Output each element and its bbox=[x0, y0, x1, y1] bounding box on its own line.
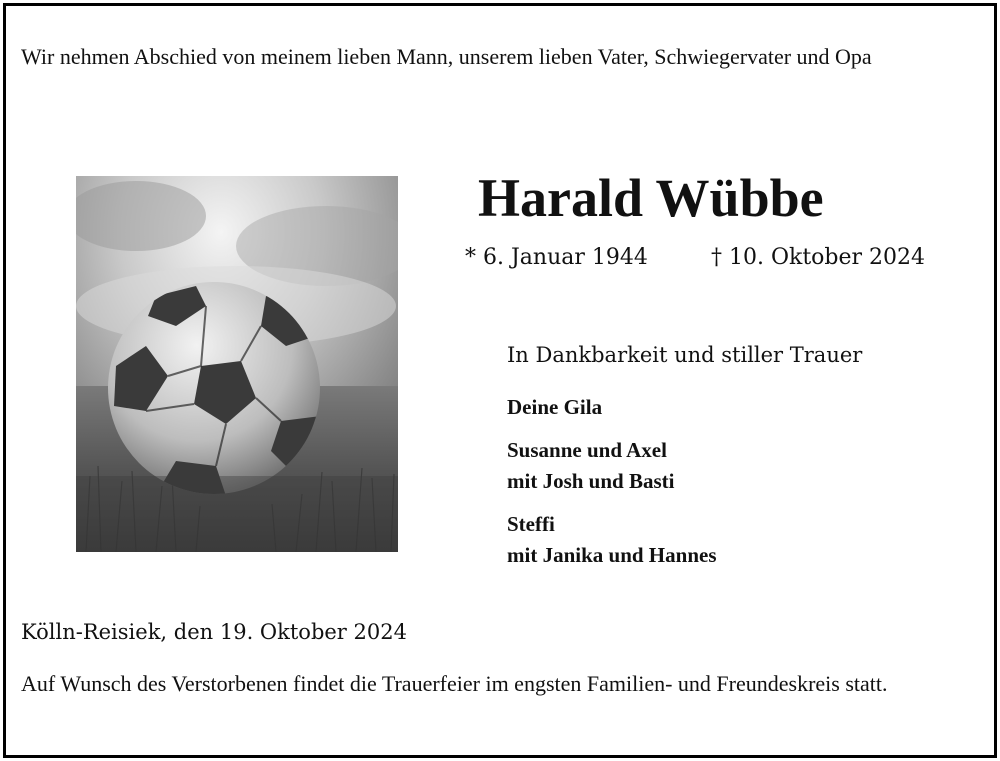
family-line: mit Josh und Basti bbox=[507, 469, 675, 493]
place-date: Kölln-Reisiek, den 19. Oktober 2024 bbox=[21, 620, 407, 644]
deceased-name: Harald Wübbe bbox=[478, 168, 824, 228]
death-date: † 10. Oktober 2024 bbox=[711, 245, 926, 270]
family-group bbox=[507, 509, 717, 571]
family-line: Susanne und Axel bbox=[507, 438, 667, 462]
funeral-notice: Auf Wunsch des Verstorbenen findet die Trauerfeier im engsten Familien- und Freundeskreis statt. bbox=[21, 671, 888, 696]
soccer-ball-icon bbox=[76, 176, 398, 552]
birth-date: * 6. Januar 1944 bbox=[465, 245, 648, 270]
grief-line: In Dankbarkeit und stiller Trauer bbox=[507, 343, 863, 367]
family-group bbox=[507, 435, 717, 497]
family-line: Steffi bbox=[507, 512, 555, 536]
soccer-ball-photo bbox=[76, 176, 398, 552]
family-line: Deine Gila bbox=[507, 395, 603, 419]
family-list bbox=[507, 392, 717, 583]
family-group bbox=[507, 392, 717, 423]
intro-text: Wir nehmen Abschied von meinem lieben Mann, unserem lieben Vater, Schwiegervater und Opa bbox=[21, 44, 872, 69]
family-line: mit Janika und Hannes bbox=[507, 543, 717, 567]
